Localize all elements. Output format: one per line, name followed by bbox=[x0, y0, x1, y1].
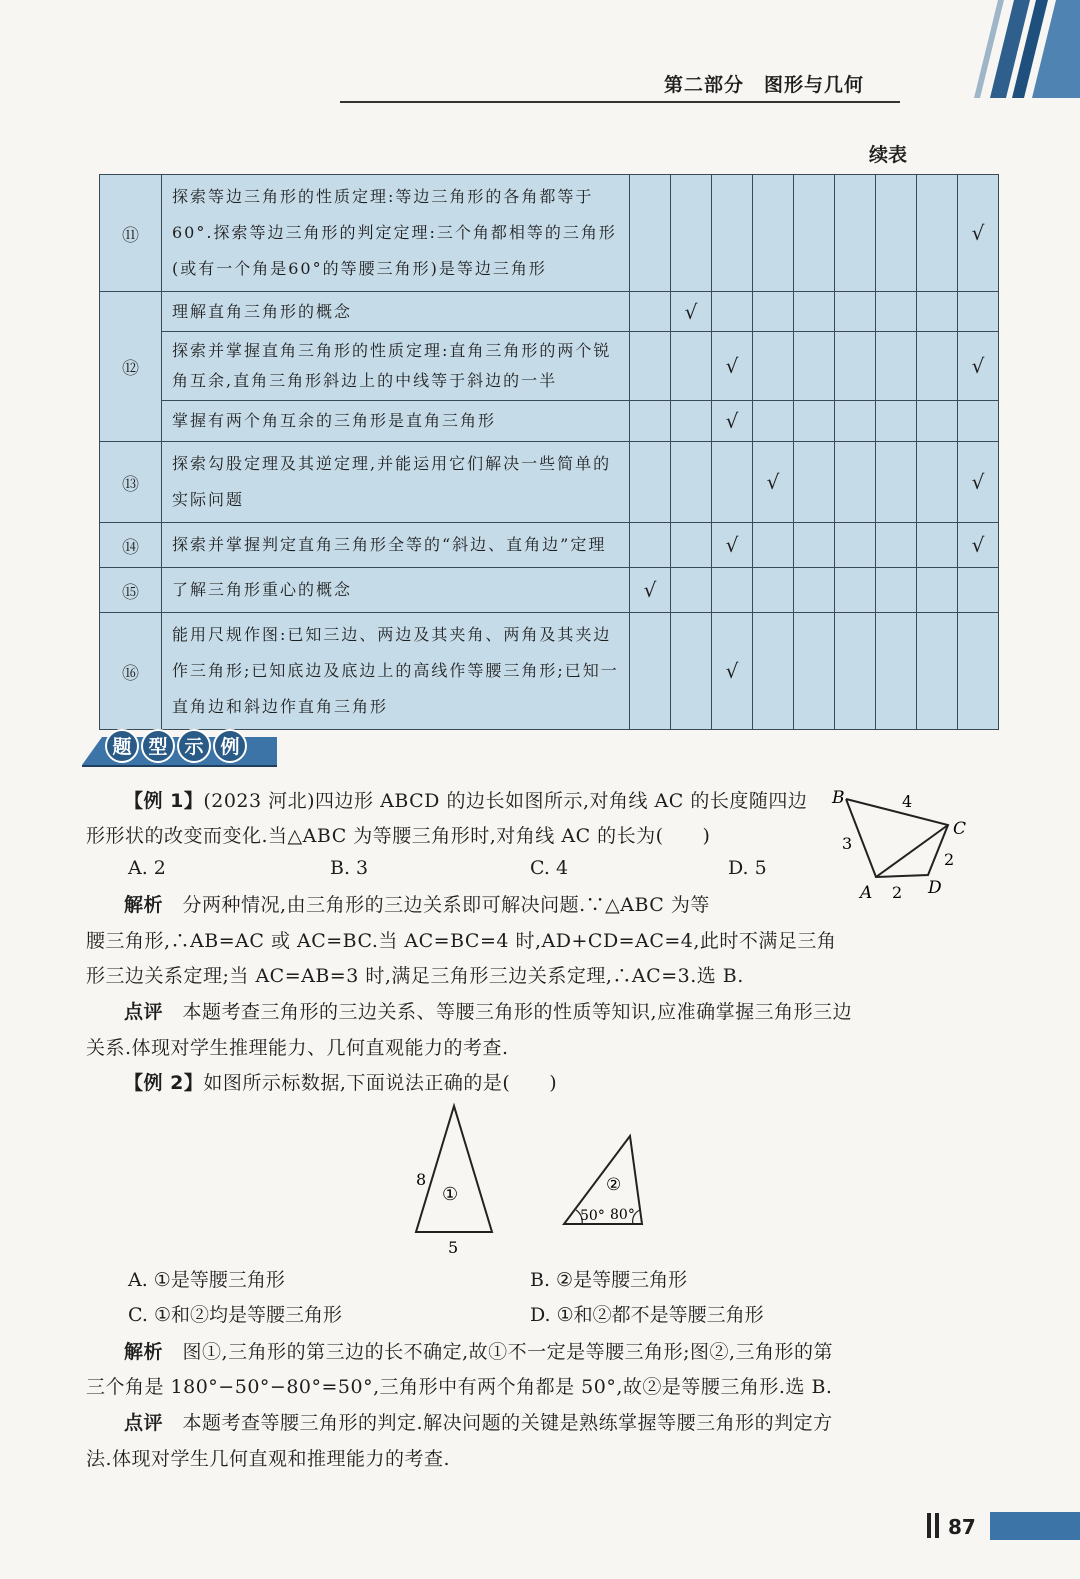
level-cell bbox=[671, 613, 712, 730]
level-cell bbox=[671, 568, 712, 613]
level-cell bbox=[917, 442, 958, 523]
level-cell bbox=[794, 401, 835, 442]
level-cell bbox=[712, 568, 753, 613]
fig2-angle-2: 80° bbox=[610, 1207, 635, 1223]
level-cell bbox=[835, 175, 876, 292]
level-cell bbox=[876, 613, 917, 730]
level-cell bbox=[835, 613, 876, 730]
check-mark: √ bbox=[958, 332, 999, 401]
level-cell bbox=[835, 442, 876, 523]
level-cell bbox=[794, 175, 835, 292]
check-mark: √ bbox=[712, 523, 753, 568]
level-cell bbox=[917, 332, 958, 401]
level-cell bbox=[794, 613, 835, 730]
level-cell bbox=[835, 568, 876, 613]
section-header: 第二部分 图形与几何 bbox=[664, 74, 865, 96]
level-cell bbox=[835, 401, 876, 442]
level-cell bbox=[876, 568, 917, 613]
ex2-comment-line1: 点评 本题考查等腰三角形的判定.解决问题的关键是熟练掌握等腰三角形的判定方 bbox=[124, 1412, 833, 1434]
table-row bbox=[100, 292, 999, 332]
standard-text: 探索并掌握直角三角形的性质定理:直角三角形的两个锐角互余,直角三角形斜边上的中线等于斜边的一半 bbox=[162, 332, 630, 401]
banner-char: 题 bbox=[112, 736, 132, 758]
page-marker bbox=[935, 1513, 939, 1538]
level-cell bbox=[876, 175, 917, 292]
ex2-option-a: A. ①是等腰三角形 bbox=[128, 1269, 285, 1291]
page-number: 87 bbox=[948, 1515, 976, 1539]
ex1-analysis-line3: 形三边关系定理;当 AC=AB=3 时,满足三角形三边关系定理,∴AC=3.选 B. bbox=[86, 965, 744, 987]
level-cell bbox=[712, 292, 753, 332]
check-mark: √ bbox=[753, 442, 794, 523]
level-cell bbox=[753, 568, 794, 613]
level-cell bbox=[630, 613, 671, 730]
ex1-comment-label: 点评 bbox=[124, 1001, 164, 1023]
level-cell bbox=[917, 401, 958, 442]
level-cell bbox=[794, 332, 835, 401]
level-cell bbox=[753, 613, 794, 730]
row-number: ⑬ bbox=[100, 442, 162, 523]
ex1-option-a: A. 2 bbox=[128, 857, 166, 879]
level-cell bbox=[917, 292, 958, 332]
table-caption: 续表 bbox=[869, 144, 908, 166]
header-stripes bbox=[880, 0, 1080, 100]
level-cell bbox=[835, 292, 876, 332]
ex2-stem: 【例 2】如图所示标数据,下面说法正确的是( ) bbox=[124, 1072, 558, 1094]
banner-char: 例 bbox=[220, 736, 240, 758]
standard-text: 理解直角三角形的概念 bbox=[162, 292, 630, 332]
standard-text: 掌握有两个角互余的三角形是直角三角形 bbox=[162, 401, 630, 442]
level-cell bbox=[753, 292, 794, 332]
ex1-analysis-line1: 解析 分两种情况,由三角形的三边关系即可解决问题.∵△ABC 为等 bbox=[124, 894, 710, 916]
table-row bbox=[100, 568, 999, 613]
ex2-triangle-2 bbox=[560, 1130, 650, 1230]
ex1-option-b: B. 3 bbox=[330, 857, 369, 879]
fig2-mark: ② bbox=[606, 1175, 622, 1195]
side-BC: 4 bbox=[902, 792, 913, 811]
level-cell bbox=[835, 332, 876, 401]
level-cell bbox=[876, 442, 917, 523]
ex1-analysis-line2: 腰三角形,∴AB=AC 或 AC=BC.当 AC=BC=4 时,AD+CD=AC=4,此时不满足三角 bbox=[86, 930, 837, 952]
level-cell bbox=[753, 401, 794, 442]
vertex-C: C bbox=[953, 819, 967, 839]
level-cell bbox=[958, 613, 999, 730]
level-cell bbox=[630, 523, 671, 568]
page-marker bbox=[927, 1513, 931, 1538]
check-mark: √ bbox=[712, 332, 753, 401]
level-cell bbox=[630, 175, 671, 292]
vertex-D: D bbox=[928, 878, 942, 898]
level-cell bbox=[671, 332, 712, 401]
standard-text: 探索勾股定理及其逆定理,并能运用它们解决一些简单的实际问题 bbox=[162, 442, 630, 523]
level-cell bbox=[917, 568, 958, 613]
vertex-B: B bbox=[832, 788, 845, 808]
level-cell bbox=[671, 401, 712, 442]
ex1-stem-line2: 形形状的改变而变化.当△ABC 为等腰三角形时,对角线 AC 的长为( ) bbox=[86, 825, 711, 847]
level-cell bbox=[917, 175, 958, 292]
level-cell bbox=[671, 175, 712, 292]
table-row bbox=[100, 523, 999, 568]
ex2-option-c: C. ①和②均是等腰三角形 bbox=[128, 1304, 342, 1326]
fig1-mark: ① bbox=[442, 1184, 459, 1205]
table-row bbox=[100, 442, 999, 523]
ex1-option-c: C. 4 bbox=[530, 857, 569, 879]
ex1-analysis-label: 解析 bbox=[124, 894, 164, 916]
ex2-triangle-1 bbox=[400, 1100, 510, 1260]
side-AD: 2 bbox=[892, 883, 903, 902]
level-cell bbox=[794, 568, 835, 613]
ex1-comment-line1: 点评 本题考查三角形的三边关系、等腰三角形的性质等知识,应准确掌握三角形三边 bbox=[124, 1001, 853, 1023]
level-cell bbox=[630, 332, 671, 401]
level-cell bbox=[876, 401, 917, 442]
level-cell bbox=[630, 442, 671, 523]
level-cell bbox=[753, 523, 794, 568]
ex2-comment-line2: 法.体现对学生几何直观和推理能力的考查. bbox=[86, 1448, 451, 1470]
level-cell bbox=[876, 523, 917, 568]
banner-char: 示 bbox=[184, 736, 204, 758]
check-mark: √ bbox=[958, 442, 999, 523]
row-number: ⑭ bbox=[100, 523, 162, 568]
ex1-stem-line1: 【例 1】(2023 河北)四边形 ABCD 的边长如图所示,对角线 AC 的长度随四边 bbox=[124, 790, 808, 812]
fig2-angle-1: 50° bbox=[580, 1208, 605, 1224]
header-rule bbox=[340, 101, 900, 103]
level-cell bbox=[794, 442, 835, 523]
level-cell bbox=[753, 332, 794, 401]
ex1-option-d: D. 5 bbox=[728, 857, 767, 879]
ex2-analysis-label: 解析 bbox=[124, 1341, 164, 1363]
side-CD: 2 bbox=[944, 850, 955, 869]
ex1-label: 【例 1】 bbox=[124, 790, 204, 812]
check-mark: √ bbox=[712, 401, 753, 442]
level-cell bbox=[958, 568, 999, 613]
row-number: ⑫ bbox=[100, 292, 162, 442]
level-cell bbox=[671, 523, 712, 568]
ex1-quadrilateral-figure bbox=[820, 785, 980, 910]
level-cell bbox=[958, 292, 999, 332]
level-cell bbox=[753, 175, 794, 292]
standard-text: 探索并掌握判定直角三角形全等的“斜边、直角边”定理 bbox=[162, 523, 630, 568]
fig1-base-label: 5 bbox=[448, 1238, 459, 1257]
check-mark: √ bbox=[671, 292, 712, 332]
fig1-side-label: 8 bbox=[416, 1170, 427, 1189]
ex2-analysis-line1: 解析 图①,三角形的第三边的长不确定,故①不一定是等腰三角形;图②,三角形的第 bbox=[124, 1341, 834, 1363]
level-cell bbox=[671, 442, 712, 523]
ex2-option-b: B. ②是等腰三角形 bbox=[530, 1269, 688, 1291]
check-mark: √ bbox=[958, 175, 999, 292]
level-cell bbox=[712, 175, 753, 292]
check-mark: √ bbox=[630, 568, 671, 613]
table-row bbox=[100, 401, 999, 442]
check-mark: √ bbox=[958, 523, 999, 568]
table-row bbox=[100, 332, 999, 401]
standard-text: 了解三角形重心的概念 bbox=[162, 568, 630, 613]
row-number: ⑮ bbox=[100, 568, 162, 613]
level-cell bbox=[876, 292, 917, 332]
table-row bbox=[100, 613, 999, 730]
level-cell bbox=[712, 442, 753, 523]
ex2-analysis-line2: 三个角是 180°−50°−80°=50°,三角形中有两个角都是 50°,故②是等腰三角形.选 B. bbox=[86, 1376, 833, 1398]
check-mark: √ bbox=[712, 613, 753, 730]
side-AB: 3 bbox=[842, 834, 853, 853]
level-cell bbox=[835, 523, 876, 568]
row-number: ⑪ bbox=[100, 175, 162, 292]
level-cell bbox=[917, 613, 958, 730]
page-bar bbox=[990, 1512, 1080, 1540]
level-cell bbox=[630, 292, 671, 332]
ex2-comment-label: 点评 bbox=[124, 1412, 164, 1434]
standards-table bbox=[99, 174, 999, 730]
level-cell bbox=[917, 523, 958, 568]
level-cell bbox=[630, 401, 671, 442]
standard-text: 探索等边三角形的性质定理:等边三角形的各角都等于60°.探索等边三角形的判定定理:三个角都相等的三角形(或有一个角是60°的等腰三角形)是等边三角形 bbox=[162, 175, 630, 292]
ex2-label: 【例 2】 bbox=[124, 1072, 204, 1094]
ex1-comment-line2: 关系.体现对学生推理能力、几何直观能力的考查. bbox=[86, 1037, 509, 1059]
table-row bbox=[100, 175, 999, 292]
standard-text: 能用尺规作图:已知三边、两边及其夹角、两角及其夹边作三角形;已知底边及底边上的高线作等腰三角形;已知一直角边和斜边作直角三角形 bbox=[162, 613, 630, 730]
ex2-option-d: D. ①和②都不是等腰三角形 bbox=[530, 1304, 764, 1326]
level-cell bbox=[876, 332, 917, 401]
row-number: ⑯ bbox=[100, 613, 162, 730]
vertex-A: A bbox=[860, 883, 873, 903]
level-cell bbox=[958, 401, 999, 442]
section-banner bbox=[82, 727, 277, 767]
level-cell bbox=[794, 523, 835, 568]
level-cell bbox=[794, 292, 835, 332]
banner-char: 型 bbox=[148, 736, 168, 758]
